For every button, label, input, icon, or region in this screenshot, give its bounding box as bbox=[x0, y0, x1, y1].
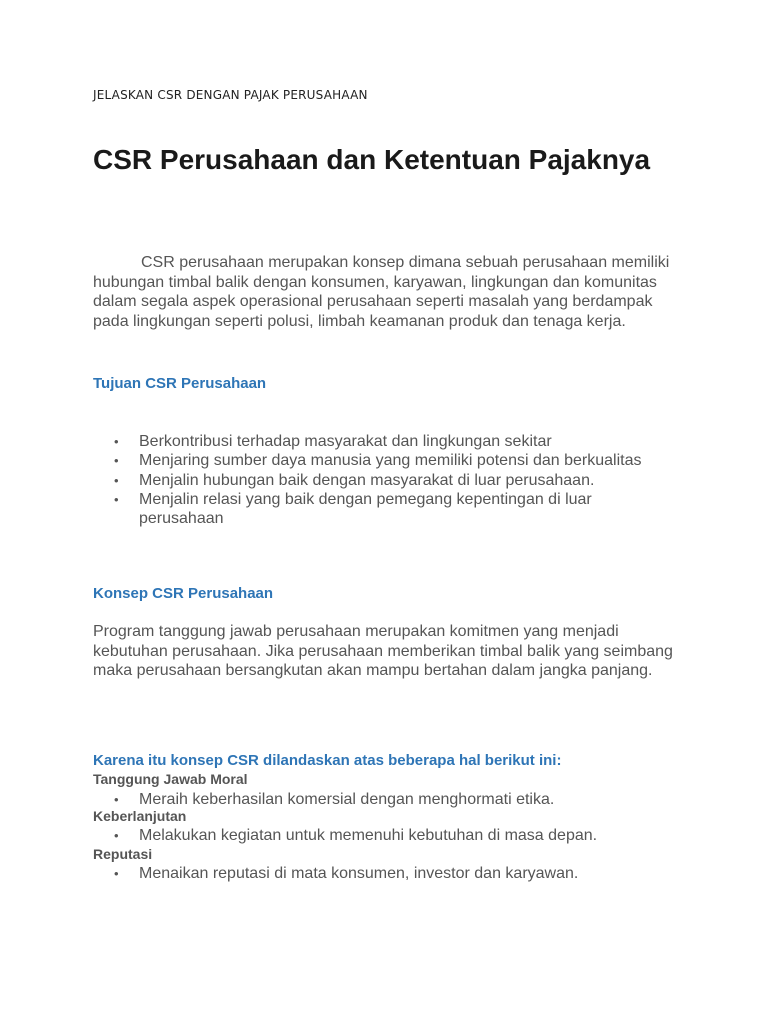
bullet-icon: • bbox=[114, 491, 119, 507]
bullet-icon: • bbox=[114, 828, 119, 843]
section-title-keberlanjutan: Keberlanjutan bbox=[93, 808, 187, 824]
tujuan-heading: Tujuan CSR Perusahaan bbox=[93, 375, 267, 392]
list-item: • Menjaring sumber daya manusia yang memiliki potensi dan berkualitas bbox=[114, 452, 642, 470]
list-item: • Berkontribusi terhadap masyarakat dan lingkungan sekitar bbox=[114, 433, 552, 450]
section-title-moral: Tanggung Jawab Moral bbox=[93, 771, 248, 787]
list-item: • Menaikan reputasi di mata konsumen, investor dan karyawan. bbox=[114, 865, 579, 882]
tujuan-list bbox=[93, 432, 653, 528]
landasan-heading: Karena itu konsep CSR dilandaskan atas beberapa hal berikut ini: bbox=[93, 752, 562, 769]
bullet-icon: • bbox=[114, 792, 119, 807]
konsep-paragraph: Program tanggung jawab perusahaan merupakan komitmen yang menjadi kebutuhan perusahaan. Jika perusahaan memberikan timbal balik yang seimbang maka perusahaan bersangkutan akan mampu bertahan dalam jangka panjang. bbox=[93, 623, 673, 679]
konsep-heading: Konsep CSR Perusahaan bbox=[93, 585, 274, 602]
keberlanjutan-list bbox=[93, 826, 653, 845]
section-title-reputasi: Reputasi bbox=[93, 846, 153, 862]
bullet-icon: • bbox=[114, 866, 119, 881]
moral-list bbox=[93, 790, 653, 809]
list-item: • Menjalin relasi yang baik dengan pemegang kepentingan di luar perusahaan bbox=[114, 490, 592, 528]
list-item: • Menjalin hubungan baik dengan masyarakat di luar perusahaan. bbox=[114, 471, 595, 489]
bullet-icon: • bbox=[114, 453, 119, 469]
list-item: • Melakukan kegiatan untuk memenuhi kebutuhan di masa depan. bbox=[114, 827, 598, 844]
document-label: JELASKAN CSR DENGAN PAJAK PERUSAHAAN bbox=[93, 88, 368, 102]
page-title: CSR Perusahaan dan Ketentuan Pajaknya bbox=[93, 144, 651, 175]
intro-paragraph: CSR perusahaan merupakan konsep dimana sebuah perusahaan memiliki hubungan timbal balik dengan konsumen, karyawan, lingkungan dan komunitas dalam segala aspek operasional perusahaan seperti masalah yang berdampak pada lingkungan seperti polusi, limbah keamanan produk dan tenaga kerja. bbox=[93, 254, 670, 330]
bullet-icon: • bbox=[114, 472, 119, 488]
reputasi-list bbox=[93, 864, 653, 883]
bullet-icon: • bbox=[114, 434, 119, 449]
list-item: • Meraih keberhasilan komersial dengan menghormati etika. bbox=[114, 791, 555, 808]
